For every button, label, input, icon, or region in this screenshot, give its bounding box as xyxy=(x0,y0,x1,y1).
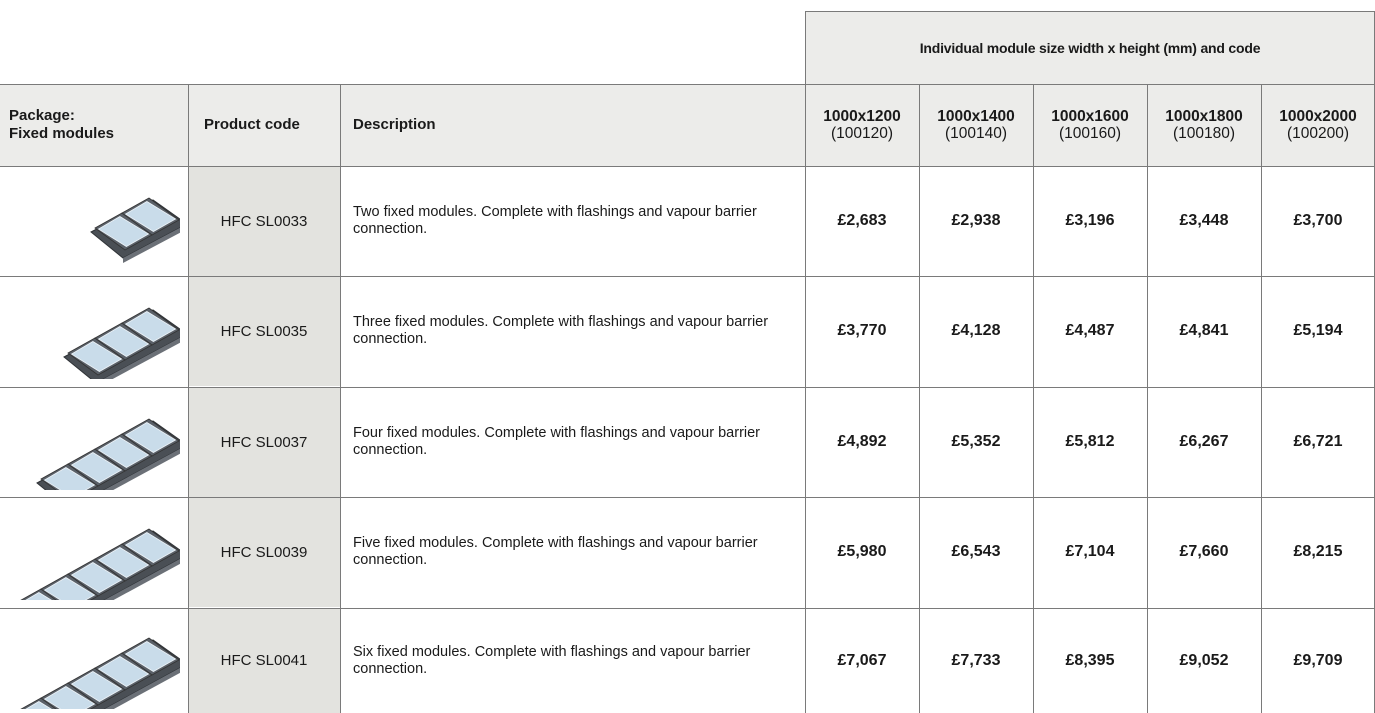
product-code: HFC SL0039 xyxy=(188,497,340,607)
price-cell: £7,067 xyxy=(837,651,887,669)
skylight-module-icon xyxy=(4,394,180,490)
price-cell: £6,721 xyxy=(1293,433,1343,450)
row-divider xyxy=(0,497,1375,498)
price-cell: £3,196 xyxy=(1065,212,1115,229)
row-divider xyxy=(0,84,1375,85)
header-package-sub: Fixed modules xyxy=(9,125,115,142)
price-cell: £8,395 xyxy=(1065,651,1115,669)
price-cell: £6,267 xyxy=(1179,433,1229,450)
header-size-1000x1800 xyxy=(1147,84,1261,166)
header-size-1000x1400 xyxy=(919,84,1033,166)
price-cell: £8,215 xyxy=(1293,543,1343,560)
package-image xyxy=(0,608,188,713)
header-size-1000x2000 xyxy=(1261,84,1375,166)
column-divider xyxy=(188,84,189,713)
row-divider xyxy=(0,387,1375,388)
price-cell: £4,128 xyxy=(951,322,1001,339)
price-cell: £4,892 xyxy=(837,433,887,450)
header-size-1000x1600 xyxy=(1033,84,1147,166)
size-dimensions: 1000x2000 xyxy=(1279,107,1357,125)
product-code: HFC SL0037 xyxy=(188,387,340,497)
size-dimensions: 1000x1600 xyxy=(1051,107,1129,125)
column-divider xyxy=(1147,84,1148,713)
package-image xyxy=(0,166,188,276)
size-code: (100200) xyxy=(1286,124,1350,142)
product-description: Four fixed modules. Complete with flashings and vapour barrier connection. xyxy=(353,425,761,458)
column-divider xyxy=(340,84,341,713)
price-cell: £4,841 xyxy=(1179,322,1229,339)
product-description: Two fixed modules. Complete with flashings and vapour barrier connection. xyxy=(353,204,757,237)
column-divider xyxy=(805,11,806,713)
price-cell: £9,052 xyxy=(1179,651,1229,669)
product-code: HFC SL0035 xyxy=(188,276,340,386)
size-group-header: Individual module size width x height (mm) and code xyxy=(805,11,1375,84)
row-divider xyxy=(0,608,1375,609)
price-cell: £3,700 xyxy=(1293,212,1343,229)
size-code: (100180) xyxy=(1172,124,1236,142)
header-package-label: Package: xyxy=(9,107,75,124)
header-product-code: Product code xyxy=(188,84,340,166)
size-code: (100140) xyxy=(944,124,1008,142)
price-cell: £5,194 xyxy=(1293,322,1343,339)
column-divider xyxy=(919,84,920,713)
price-cell: £5,352 xyxy=(951,433,1001,450)
price-cell: £2,683 xyxy=(837,212,887,229)
product-description: Three fixed modules. Complete with flashings and vapour barrier connection. xyxy=(353,314,769,347)
table-top-rule xyxy=(805,11,1374,12)
price-cell: £9,709 xyxy=(1293,651,1343,669)
size-dimensions: 1000x1200 xyxy=(823,107,901,125)
package-image xyxy=(0,276,188,386)
size-dimensions: 1000x1400 xyxy=(937,107,1015,125)
price-cell: £2,938 xyxy=(951,212,1001,229)
price-cell: £3,448 xyxy=(1179,212,1229,229)
row-divider xyxy=(0,276,1375,277)
price-cell: £7,660 xyxy=(1179,543,1229,560)
row-divider xyxy=(0,166,1375,167)
price-cell: £5,812 xyxy=(1065,433,1115,450)
price-cell: £4,487 xyxy=(1065,322,1115,339)
price-cell: £5,980 xyxy=(837,543,887,560)
skylight-module-icon xyxy=(4,173,180,269)
price-cell: £3,770 xyxy=(837,322,887,339)
price-cell: £7,104 xyxy=(1065,543,1115,560)
package-image xyxy=(0,497,188,607)
skylight-module-icon xyxy=(4,613,180,709)
column-divider xyxy=(1033,84,1034,713)
header-size-1000x1200 xyxy=(805,84,919,166)
package-image xyxy=(0,387,188,497)
product-code: HFC SL0033 xyxy=(188,166,340,276)
skylight-module-icon xyxy=(4,283,180,379)
header-description: Description xyxy=(340,84,805,166)
product-description: Six fixed modules. Complete with flashings and vapour barrier connection. xyxy=(353,643,751,677)
price-cell: £6,543 xyxy=(951,543,1001,560)
column-divider xyxy=(1261,84,1262,713)
size-code: (100160) xyxy=(1058,124,1122,142)
size-dimensions: 1000x1800 xyxy=(1165,107,1243,125)
skylight-module-icon xyxy=(4,504,180,600)
product-code: HFC SL0041 xyxy=(188,608,340,713)
price-cell: £7,733 xyxy=(951,651,1001,669)
header-package-text xyxy=(9,107,114,143)
size-code: (100120) xyxy=(830,124,894,142)
header-package xyxy=(0,84,188,166)
product-description: Five fixed modules. Complete with flashings and vapour barrier connection. xyxy=(353,535,758,568)
